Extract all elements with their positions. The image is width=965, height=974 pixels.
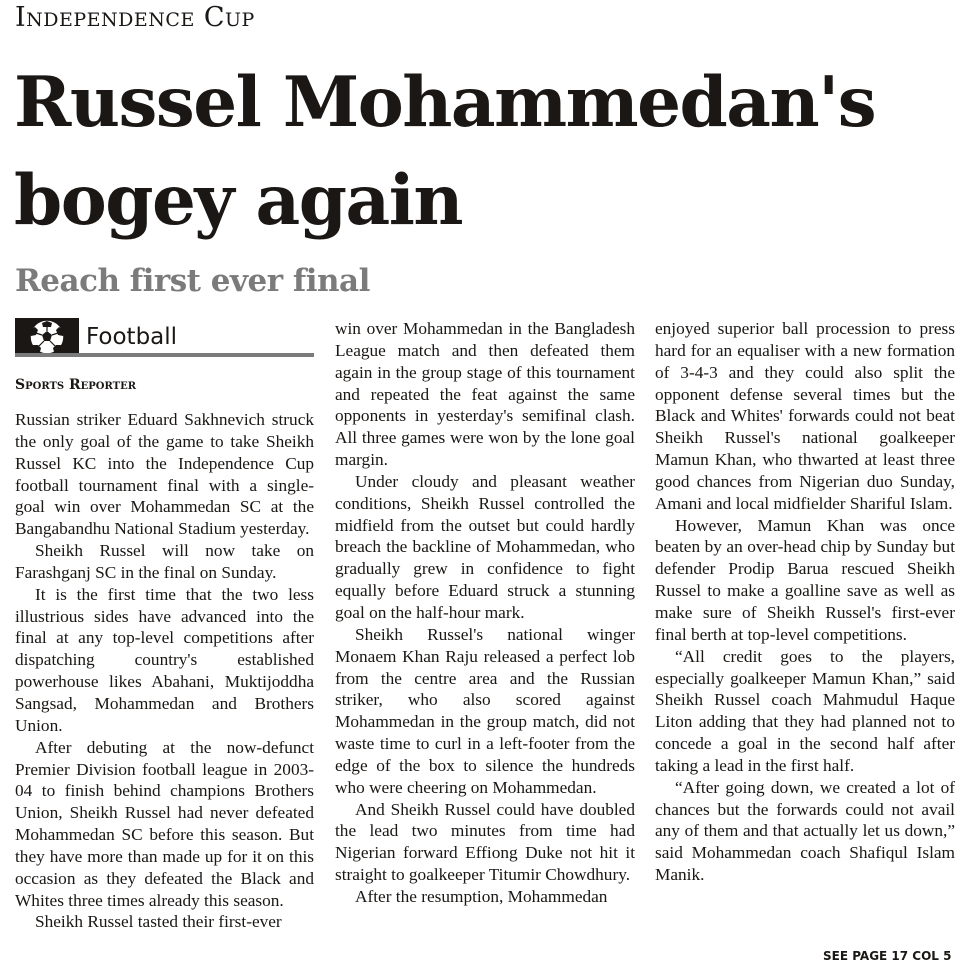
paragraph: “All credit goes to the players, especially goalkeeper Mamun Khan,” said Sheikh Russel coach Mahmudul Haque Liton adding that they had planned not to concede a goal in the second half after taking a lead in the first half. bbox=[655, 646, 955, 775]
section-rule bbox=[15, 353, 314, 357]
paragraph: And Sheikh Russel could have doubled the lead two minutes from time had Nigerian forward Effiong Duke not hit it straight to goalkeeper Titumir Chowdhury. bbox=[335, 799, 635, 885]
jump-line[interactable]: SEE PAGE 17 COL 5 bbox=[823, 949, 952, 963]
column-1 bbox=[15, 409, 314, 933]
paragraph: Sheikh Russel's national winger Monaem Khan Raju released a perfect lob from the centre area and the Russian striker, who also scored against Mohammedan in the group match, did not waste time to curl in a left-footer from the edge of the box to silence the hundreds who were cheering on Mohammedan. bbox=[335, 624, 635, 797]
column-3 bbox=[655, 318, 955, 886]
section-label: Football bbox=[86, 324, 178, 350]
football-icon bbox=[15, 318, 79, 356]
paragraph: Sheikh Russel tasted their first-ever bbox=[35, 912, 282, 932]
kicker: Independence Cup bbox=[15, 2, 255, 33]
paragraph: win over Mohammedan in the Bangladesh League match and then defeated them again in the group stage of this tournament and repeated the feat against the same opponents in yesterday's semifinal clash. All three games were won by the lone goal margin. bbox=[335, 319, 635, 470]
paragraph: Russian striker Eduard Sakhnevich struck the only goal of the game to take Sheikh Russel KC into the Independence Cup football tournament final with a single-goal win over Mohammedan SC at the Bangabandhu National Stadium yesterday. bbox=[15, 410, 314, 539]
section-tag bbox=[15, 318, 314, 358]
paragraph: enjoyed superior ball procession to press hard for an equaliser with a new formation of 3-4-3 and they could also split the opponent defense several times but the Black and Whites' forwards could not beat Sheikh Russel's national goalkeeper Mamun Khan, who thwarted at least three good chances from Nigerian duo Sunday, Amani and local midfielder Shariful Islam. bbox=[655, 319, 955, 513]
deck: Reach first ever final bbox=[15, 263, 370, 299]
paragraph: “After going down, we created a lot of chances but the forwards could not avail any of them and that actually let us down,” said Mohammedan coach Shafiqul Islam Manik. bbox=[655, 777, 955, 885]
paragraph: It is the first time that the two less illustrious sides have advanced into the final at any top-level competitions after dispatching country's established powerhouse likes Abahani, Muktijoddha Sangsad, Mohammedan and Brothers Union. bbox=[15, 584, 314, 735]
paragraph: Sheikh Russel will now take on Farashganj SC in the final on Sunday. bbox=[15, 541, 314, 582]
headline-line-1: Russel Mohammedan's bbox=[14, 62, 876, 143]
headline-line-2: bogey again bbox=[14, 160, 463, 241]
column-2 bbox=[335, 318, 635, 908]
headline bbox=[14, 54, 964, 250]
paragraph: However, Mamun Khan was once beaten by an over-head chip by Sunday but defender Prodip Barua rescued Sheikh Russel to make a goalline save as well as make sure of Sheikh Russel's first-ever final berth at top-level competitions. bbox=[655, 515, 955, 644]
paragraph: Under cloudy and pleasant weather conditions, Sheikh Russel controlled the midfield from the outset but could hardly breach the backline of Mohammedan, who gradually grew in confidence to fight equally before Eduard struck a stunning goal on the half-hour mark. bbox=[335, 471, 635, 622]
byline: Sports Reporter bbox=[15, 377, 137, 393]
paragraph: After the resumption, Mohammedan bbox=[355, 886, 608, 906]
paragraph: After debuting at the now-defunct Premier Division football league in 2003-04 to finish behind champions Brothers Union, Sheikh Russel had never defeated Mohammedan SC before this season. But they have more than made up for it on this occasion as they defeated the Black and Whites three times already this season. bbox=[15, 737, 314, 910]
